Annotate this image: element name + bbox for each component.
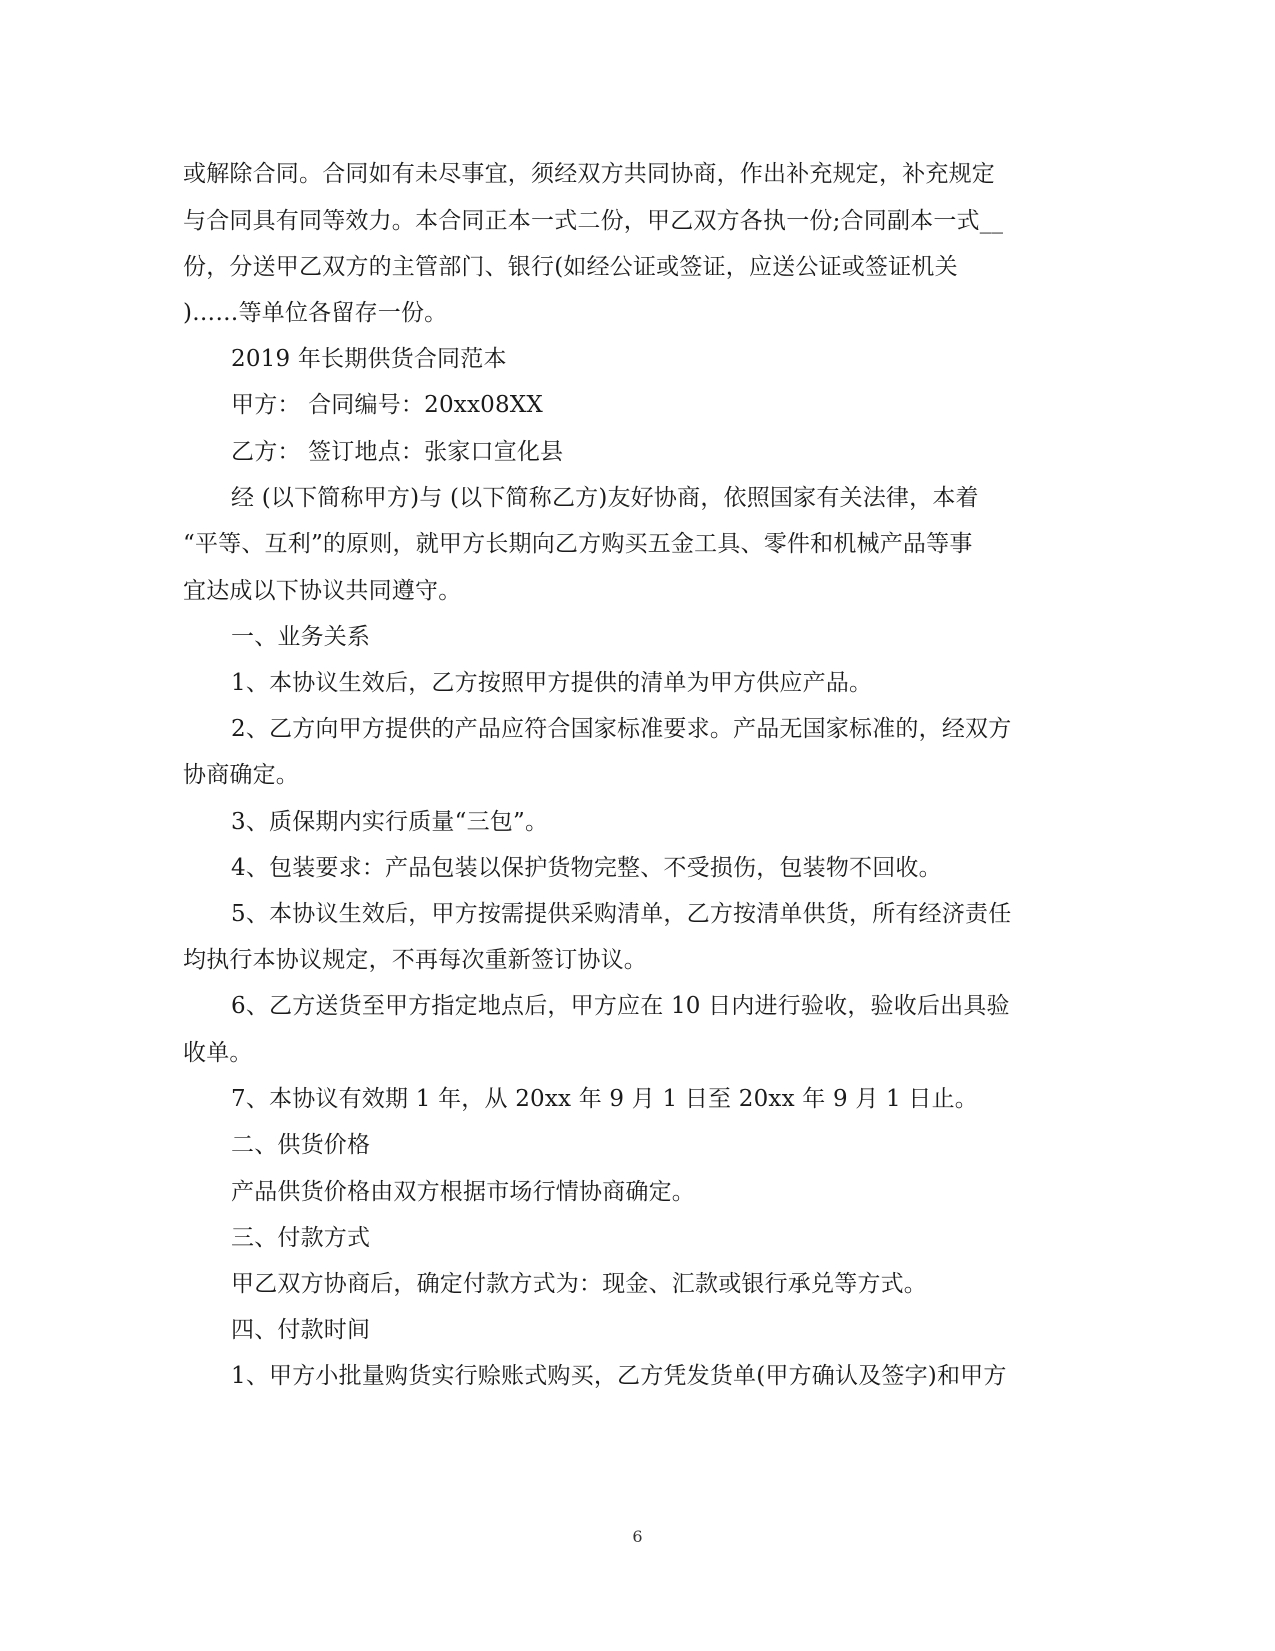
paragraph-line: 份，分送甲乙双方的主管部门、银行(如经公证或签证，应送公证或签证机关 — [183, 254, 958, 280]
party-a-line: 甲方： 合同编号：20xx08XX — [231, 392, 543, 418]
party-b-line: 乙方： 签订地点：张家口宣化县 — [231, 439, 564, 465]
page-number: 6 — [632, 1527, 643, 1546]
clause-line: 4、包装要求：产品包装以保护货物完整、不受损伤，包装物不回收。 — [231, 855, 942, 881]
section-heading: 三、付款方式 — [231, 1225, 371, 1251]
clause-line: 5、本协议生效后，甲方按需提供采购清单，乙方按清单供货，所有经济责任 — [231, 901, 1012, 927]
clause-line: 协商确定。 — [183, 762, 299, 788]
paragraph-line: 产品供货价格由双方根据市场行情协商确定。 — [231, 1179, 695, 1205]
section-heading: 一、业务关系 — [231, 624, 371, 650]
clause-line: 7、本协议有效期 1 年，从 20xx 年 9 月 1 日至 20xx 年 9 月 1 日止。 — [231, 1086, 978, 1112]
paragraph-line: )……等单位各留存一份。 — [183, 300, 448, 326]
clause-line: 3、质保期内实行质量“三包”。 — [231, 809, 549, 835]
contract-title: 2019 年长期供货合同范本 — [231, 346, 507, 372]
clause-line: 1、本协议生效后，乙方按照甲方提供的清单为甲方供应产品。 — [231, 670, 873, 696]
clause-line: 2、乙方向甲方提供的产品应符合国家标准要求。产品无国家标准的，经双方 — [231, 716, 1012, 742]
paragraph-line: 与合同具有同等效力。本合同正本一式二份，甲乙双方各执一份;合同副本一式__ — [183, 208, 1004, 234]
section-heading: 二、供货价格 — [231, 1132, 371, 1158]
section-heading: 四、付款时间 — [231, 1317, 371, 1343]
paragraph-line: 甲乙双方协商后，确定付款方式为：现金、汇款或银行承兑等方式。 — [231, 1271, 927, 1297]
clause-line: 1、甲方小批量购货实行赊账式购买，乙方凭发货单(甲方确认及签字)和甲方 — [231, 1363, 1007, 1389]
paragraph-line: 宜达成以下协议共同遵守。 — [183, 578, 462, 604]
paragraph-line: 或解除合同。合同如有未尽事宜，须经双方共同协商，作出补充规定，补充规定 — [183, 161, 995, 187]
paragraph-line: 经 (以下简称甲方)与 (以下简称乙方)友好协商，依照国家有关法律，本着 — [231, 485, 979, 511]
clause-line: 6、乙方送货至甲方指定地点后，甲方应在 10 日内进行验收，验收后出具验 — [231, 993, 1010, 1019]
clause-line: 收单。 — [183, 1040, 253, 1066]
paragraph-line: “平等、互利”的原则，就甲方长期向乙方购买五金工具、零件和机械产品等事 — [183, 531, 973, 557]
clause-line: 均执行本协议规定，不再每次重新签订协议。 — [183, 947, 647, 973]
